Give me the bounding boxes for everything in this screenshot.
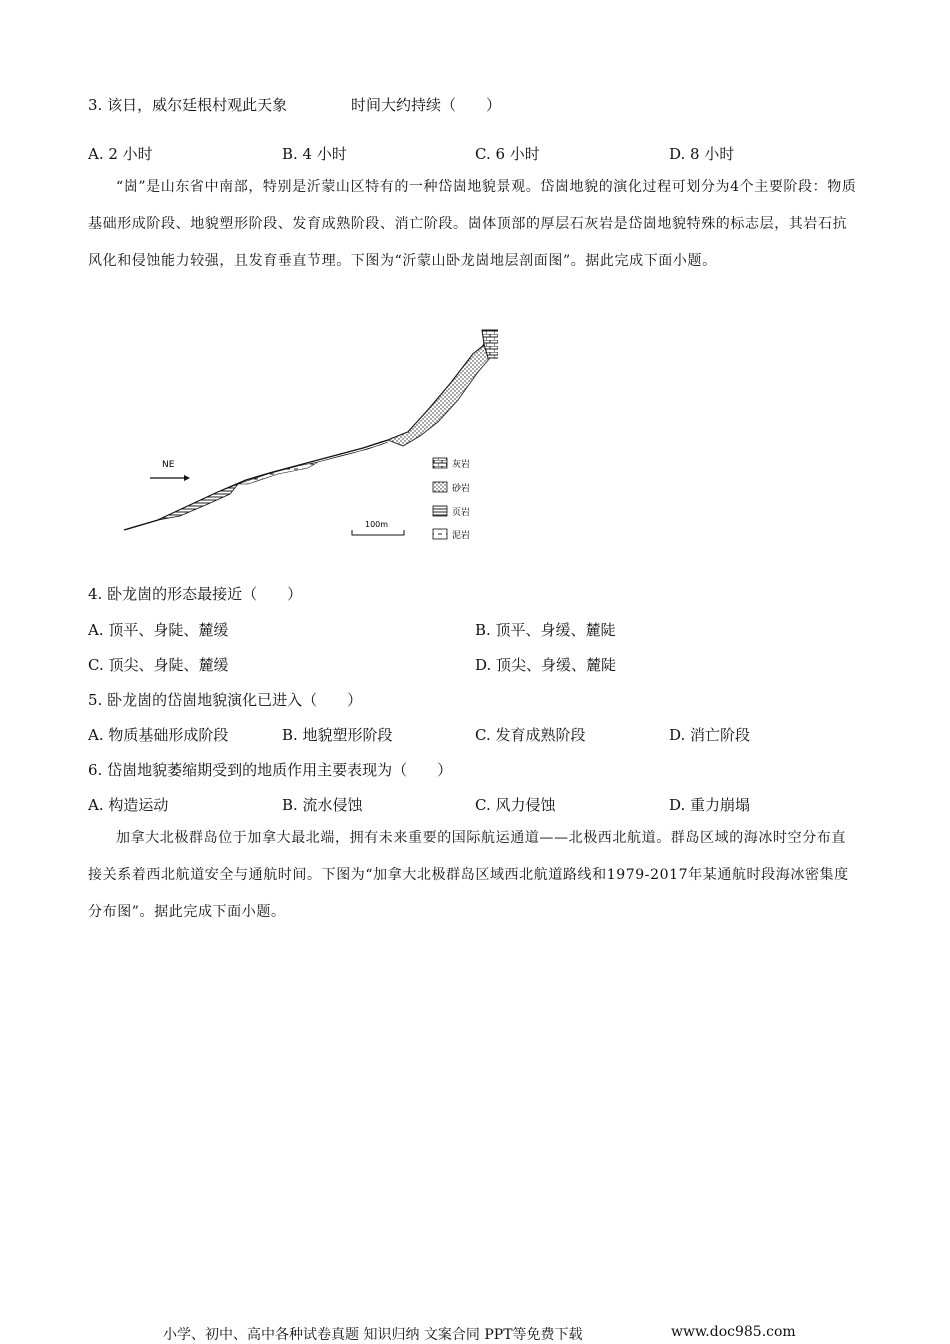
q3-option-c: C. 6 小时 [475,145,540,163]
footer-text: 小学、初中、高中各种试卷真题 知识归纳 文案合同 PPT等免费下载 [163,1327,583,1343]
ground-surface-line [124,330,490,530]
legend-swatch-limestone [433,458,447,468]
q3-stem-part1: 3. 该日，威尔廷根村观此天象 [88,96,288,114]
direction-arrow-head [184,475,190,481]
q5-stem: 5. 卧龙崮的岱崮地貌演化已进入（ ） [88,691,363,709]
sandstone-slope [388,344,490,446]
q5-option-b: B. 地貌塑形阶段 [282,726,393,744]
q6-stem: 6. 岱崮地貌萎缩期受到的地质作用主要表现为（ ） [88,761,453,779]
q4-option-a: A. 顶平、身陡、麓缓 [88,621,229,639]
middle-mudstone-stratum [238,462,318,484]
lower-shale-stratum [158,484,238,520]
upper-shale-stratum [318,442,388,462]
q3-option-b: B. 4 小时 [282,145,347,163]
scale-bar [352,530,404,535]
q6-option-a: A. 构造运动 [88,796,169,814]
q4-option-c: C. 顶尖、身陡、麓缓 [88,656,229,674]
q3-option-a: A. 2 小时 [88,145,153,163]
q6-option-c: C. 风力侵蚀 [475,796,556,814]
direction-label: NE [162,460,175,470]
intro-paragraph-1: “崮”是山东省中南部，特别是沂蒙山区特有的一种岱崮地貌景观。岱崮地貌的演化过程可划分为4个主要阶段：物质基础形成阶段、地貌塑形阶段、发育成熟阶段、消亡阶段。崮体顶部的厚层石灰岩是岱崮地貌特殊的标志层，其岩石抗风化和侵蚀能力较强，且发育垂直节理。下图为“沂蒙山卧龙崮地层剖面图”。据此完成下面小题。 [88,179,857,269]
legend-label-shale: 页岩 [452,508,471,518]
q5-option-c: C. 发育成熟阶段 [475,726,586,744]
q6-option-d: D. 重力崩塌 [669,796,751,814]
legend-swatch-sandstone [433,482,447,492]
q3-stem-part2: 时间大约持续（ ） [351,96,502,114]
q3-option-d: D. 8 小时 [669,145,735,163]
scale-label: 100m [365,520,389,529]
legend-label-limestone: 灰岩 [452,460,471,470]
profile-diagram [118,322,498,544]
legend-label-mudstone: 泥岩 [452,531,471,541]
legend-swatch-mudstone [433,529,447,539]
intro-paragraph-2: 加拿大北极群岛位于加拿大最北端，拥有未来重要的国际航运通道——北极西北航道。群岛区域的海冰时空分布直接关系着西北航道安全与通航时间。下图为“加拿大北极群岛区域西北航道路线和1979-2017年某通航时段海冰密集度分布图”。据此完成下面小题。 [88,830,849,920]
legend-swatch-shale [433,506,447,516]
q4-option-b: B. 顶平、身缓、麓陡 [475,621,616,639]
stratigraphic-profile-figure [118,322,498,544]
footer-url[interactable]: www.doc985.com [671,1324,796,1340]
q5-option-a: A. 物质基础形成阶段 [88,726,229,744]
legend-label-sandstone: 砂岩 [452,484,471,494]
q6-option-b: B. 流水侵蚀 [282,796,363,814]
q5-option-d: D. 消亡阶段 [669,726,751,744]
q4-option-d: D. 顶尖、身缓、麓陡 [475,656,617,674]
q4-stem: 4. 卧龙崮的形态最接近（ ） [88,585,303,603]
